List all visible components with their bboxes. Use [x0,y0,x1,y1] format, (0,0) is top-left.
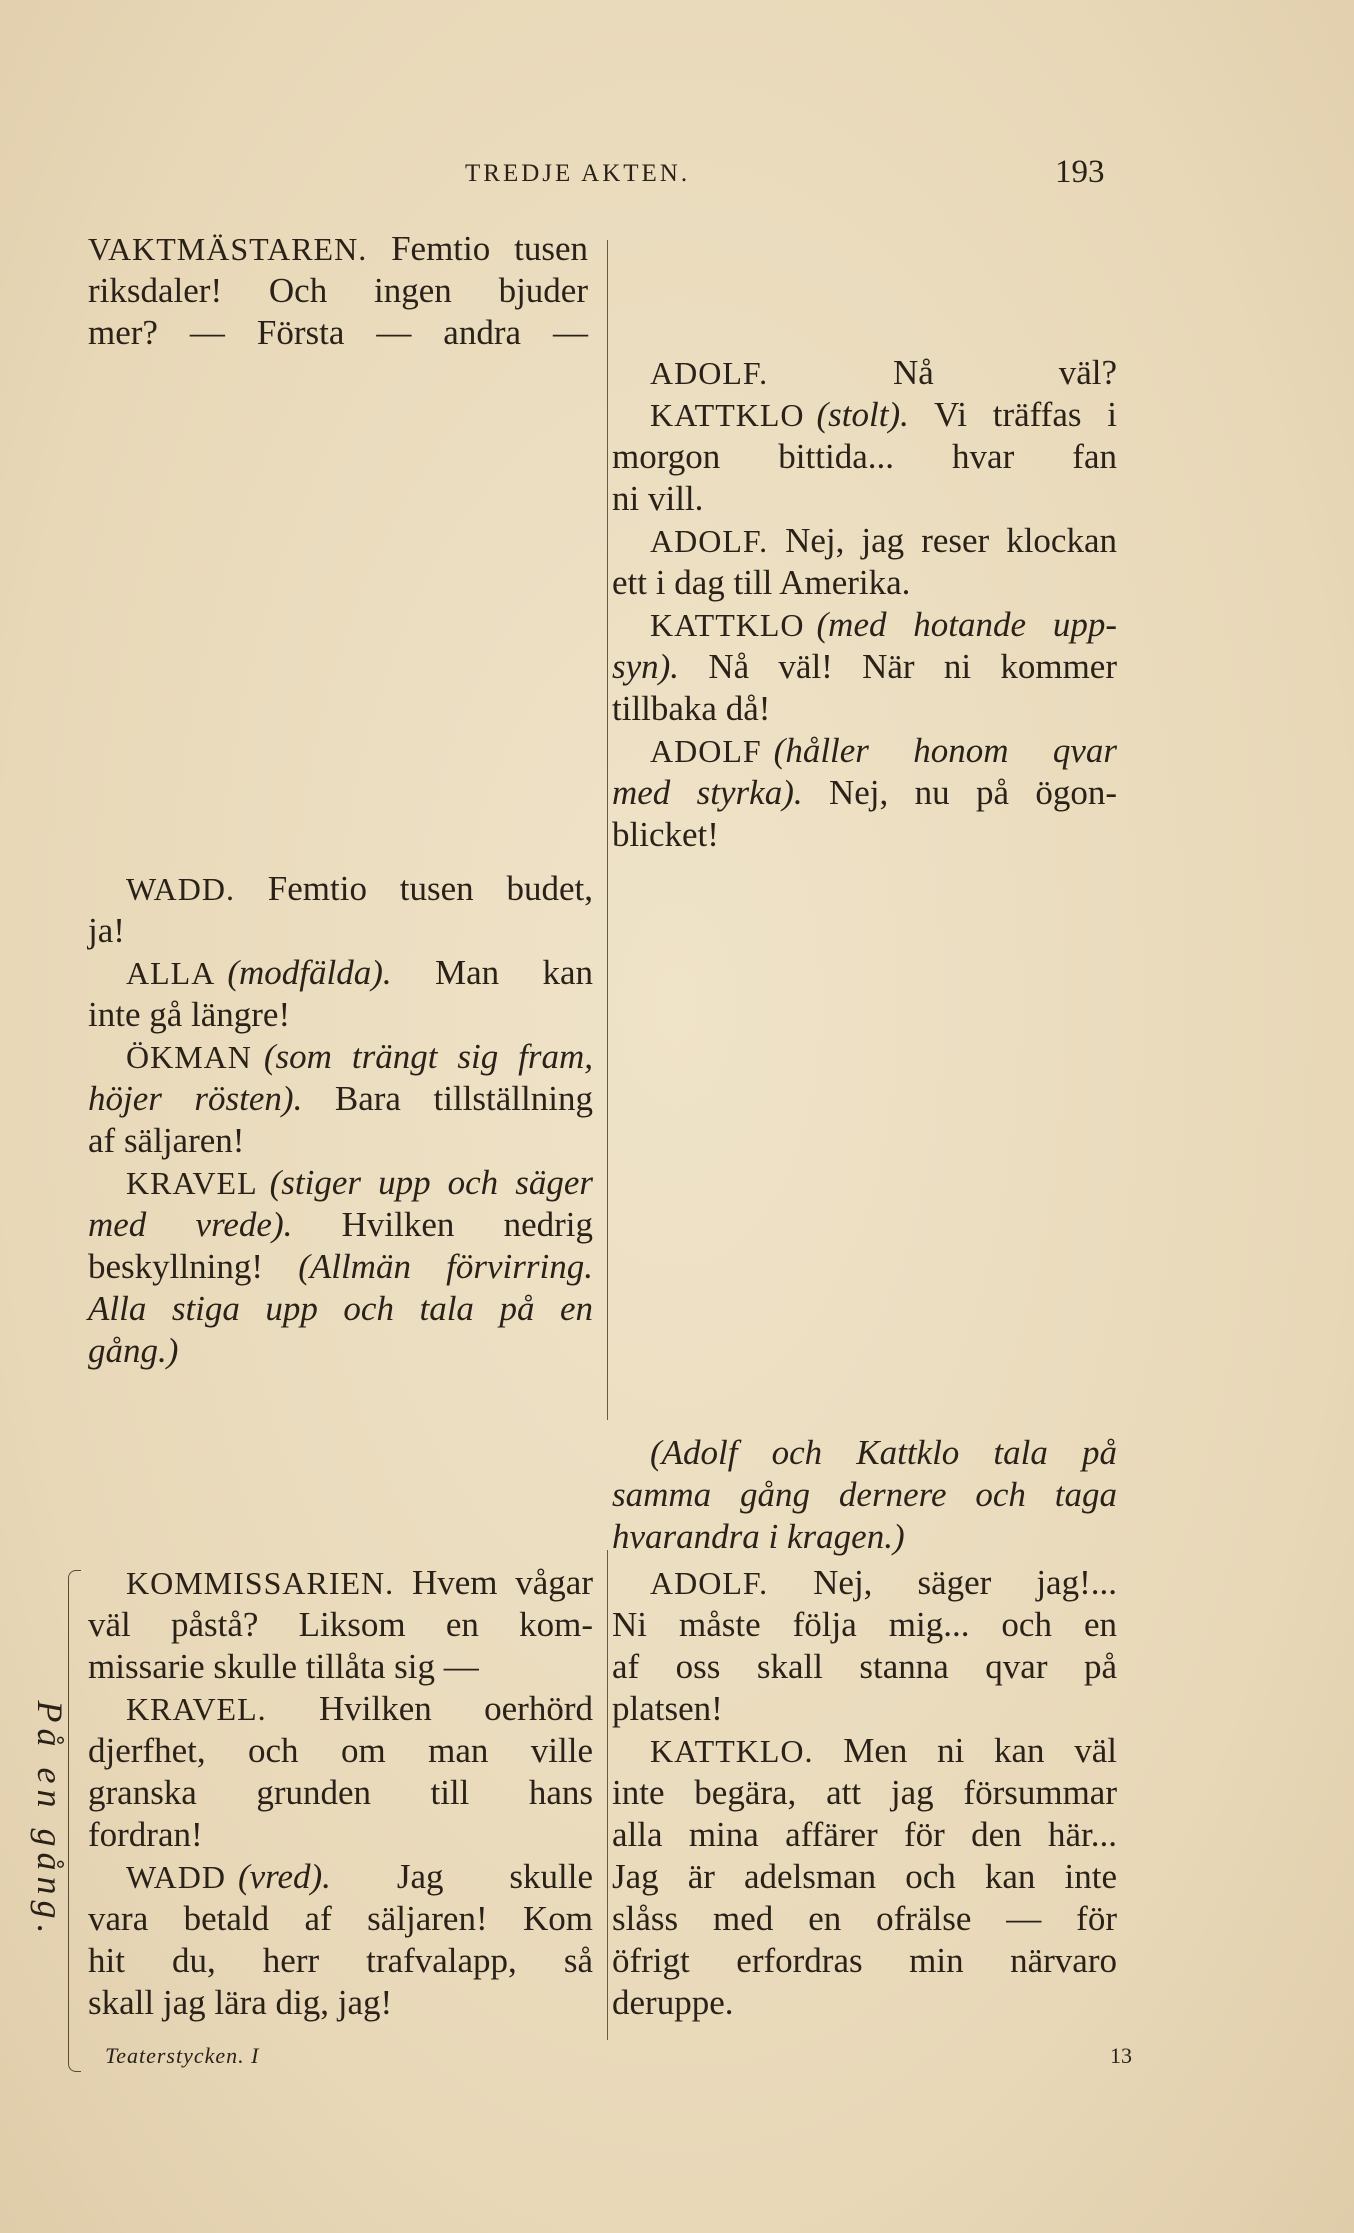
footer-signature: Teaterstycken. I [105,2043,260,2068]
text-line: Jag är adelsman och kan inte [612,1857,1117,1896]
text-line: ÖKMAN (som trängt sig fram, [126,1037,593,1076]
text-line: gång.) [88,1331,179,1370]
page-header [0,154,1354,200]
text-line: ett i dag till Amerika. [612,563,911,602]
text-line: Ni måste följa mig... och en [612,1605,1117,1644]
left-column-middle [88,868,593,1372]
stage-direction-line: hvarandra i kragen.) [612,1517,905,1556]
text-line: af oss skall stanna qvar på [612,1647,1117,1686]
text-line: WADD (vred). Jag skulle [126,1857,593,1896]
text-line: WADD. Femtio tusen budet, [126,869,593,908]
text-line: öfrigt erfordras min närvaro [612,1941,1117,1980]
text-line: ADOLF. Nej, jag reser klockan [650,521,1117,560]
text-line: fordran! [88,1815,203,1854]
text-line: med vrede). Hvilken nedrig [88,1205,593,1244]
text-line: KOMMISSARIEN. Hvem vågar [126,1563,593,1602]
left-column-bottom [88,1562,593,2024]
stage-direction [612,1432,1117,1558]
text-line: ni vill. [612,479,704,518]
footer-number: 13 [1110,2043,1132,2068]
text-line: alla mina affärer för den här... [612,1815,1117,1854]
left-column-top [88,228,588,354]
text-line: syn). Nå väl! När ni kommer [612,647,1117,686]
text-line: djerfhet, och om man ville [88,1731,593,1770]
text-line: KRAVEL. Hvilken oerhörd [126,1689,593,1728]
right-column-bottom [612,1562,1117,2024]
text-line: ADOLF. Nej, säger jag!... [650,1563,1117,1602]
text-line: mer? — Första — andra — [88,313,588,352]
text-line: med styrka). Nej, nu på ögon- [612,773,1117,812]
text-line: KATTKLO (stolt). Vi träffas i [650,395,1117,434]
text-line: platsen! [612,1689,723,1728]
text-line: blicket! [612,815,719,854]
text-line: slåss med en ofrälse — för [612,1899,1117,1938]
text-line: KATTKLO (med hotande upp- [650,605,1117,644]
right-column-top [612,352,1117,856]
text-line: ADOLF (håller honom qvar [650,731,1117,770]
text-line: höjer rösten). Bara tillställning [88,1079,593,1118]
text-line: inte begära, att jag försummar [612,1773,1117,1812]
stage-direction-line: samma gång dernere och taga [612,1475,1117,1514]
text-line: ALLA (modfälda). Man kan [126,953,593,992]
page-number: 193 [1055,154,1105,190]
stage-direction-line: (Adolf och Kattklo tala på [650,1433,1117,1472]
side-note: På en gång. [30,1700,70,1940]
text-line: VAKTMÄSTAREN. Femtio tusen [88,229,588,268]
text-line: missarie skulle tillåta sig — [88,1647,479,1686]
text-line: granska grunden till hans [88,1773,593,1812]
column-divider-bottom [607,1550,608,2040]
text-line: beskyllning! (Allmän förvirring. [88,1247,593,1286]
column-divider-top [607,240,608,1420]
text-line: ja! [88,911,125,950]
text-line: Alla stiga upp och tala på en [88,1289,593,1328]
text-line: skall jag lära dig, jag! [88,1983,393,2022]
text-line: vara betald af säljaren! Kom [88,1899,593,1938]
text-line: ADOLF. Nå väl? [650,353,1117,392]
text-line: riksdaler! Och ingen bjuder [88,271,588,310]
text-line: KATTKLO. Men ni kan väl [650,1731,1117,1770]
text-line: KRAVEL (stiger upp och säger [126,1163,593,1202]
running-head: TREDJE AKTEN. [465,160,691,187]
text-line: väl påstå? Liksom en kom- [88,1605,593,1644]
text-line: inte gå längre! [88,995,291,1034]
text-line: af säljaren! [88,1121,245,1160]
text-line: morgon bittida... hvar fan [612,437,1117,476]
text-line: hit du, herr trafvalapp, så [88,1941,593,1980]
text-line: deruppe. [612,1983,734,2022]
text-line: tillbaka då! [612,689,771,728]
